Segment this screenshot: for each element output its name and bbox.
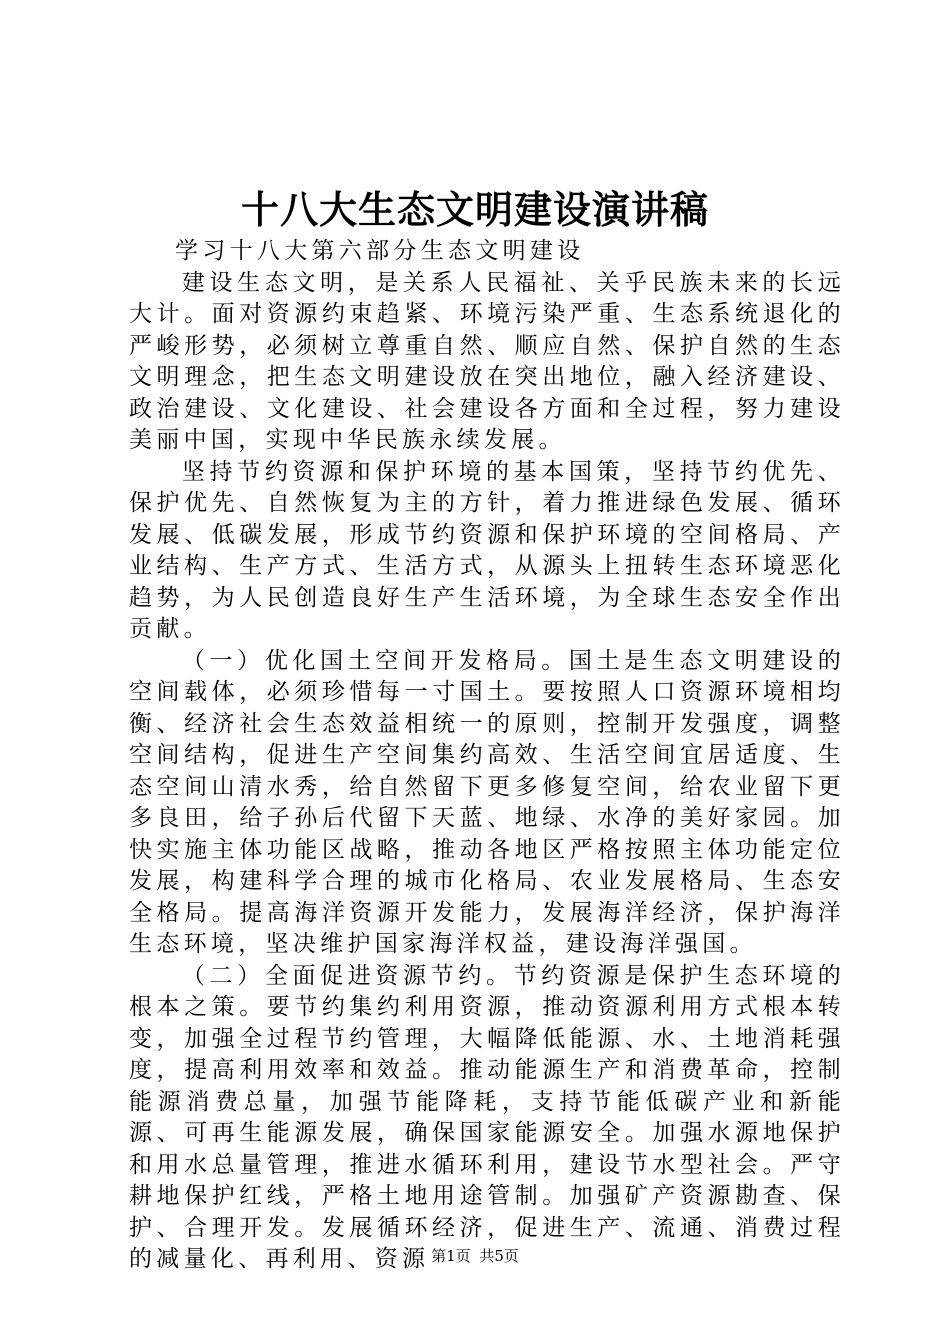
page-total: 共5页 xyxy=(479,1247,519,1265)
page-number: 第1页 xyxy=(431,1247,471,1265)
paragraph-2: 坚持节约资源和保护环境的基本国策，坚持节约优先、保护优先、自然恢复为主的方针，着力推进绿色发展、循环发展、低碳发展，形成节约资源和保护环境的空间格局、产业结构、生产方式、生活方式，从源头上扭转生态环境恶化趋势，为人民创造良好生产生活环境，为全球生态安全作出贡献。 xyxy=(129,458,845,642)
document-body xyxy=(129,236,845,1276)
paragraph-4: （二）全面促进资源节约。节约资源是保护生态环境的根本之策。要节约集约利用资源，推动资源利用方式根本转变，加强全过程节约管理，大幅降低能源、水、土地消耗强度，提高利用效率和效益。推动能源生产和消费革命，控制能源消费总量，加强节能降耗，支持节能低碳产业和新能源、可再生能源发展，确保国家能源安全。加强水源地保护和用水总量管理，推进水循环利用，建设节水型社会。严守耕地保护红线，严格土地用途管制。加强矿产资源勘查、保护、合理开发。发展循环经济，促进生产、流通、消费过程的减量化、再利用、资源 xyxy=(129,962,845,1272)
paragraph-1: 建设生态文明，是关系人民福祉、关乎民族未来的长远大计。面对资源约束趋紧、环境污染严重、生态系统退化的严峻形势，必须树立尊重自然、顺应自然、保护自然的生态文明理念，把生态文明建设放在突出地位，融入经济建设、政治建设、文化建设、社会建设各方面和全过程，努力建设美丽中国，实现中华民族永续发展。 xyxy=(129,269,845,453)
page-footer xyxy=(0,1245,950,1267)
document-title: 十八大生态文明建设演讲稿 xyxy=(240,187,709,232)
paragraph-3: （一）优化国土空间开发格局。国土是生态文明建设的空间载体，必须珍惜每一寸国土。要按照人口资源环境相均衡、经济社会生态效益相统一的原则，控制开发强度，调整空间结构，促进生产空间集约高效、生活空间宜居适度、生态空间山清水秀，给自然留下更多修复空间，给农业留下更多良田，给子孙后代留下天蓝、地绿、水净的美好家园。加快实施主体功能区战略，推动各地区严格按照主体功能定位发展，构建科学合理的城市化格局、农业发展格局、生态安全格局。提高海洋资源开发能力，发展海洋经济，保护海洋生态环境，坚决维护国家海洋权益，建设海洋强国。 xyxy=(129,647,845,957)
document-subtitle: 学习十八大第六部分生态文明建设 xyxy=(175,238,585,264)
